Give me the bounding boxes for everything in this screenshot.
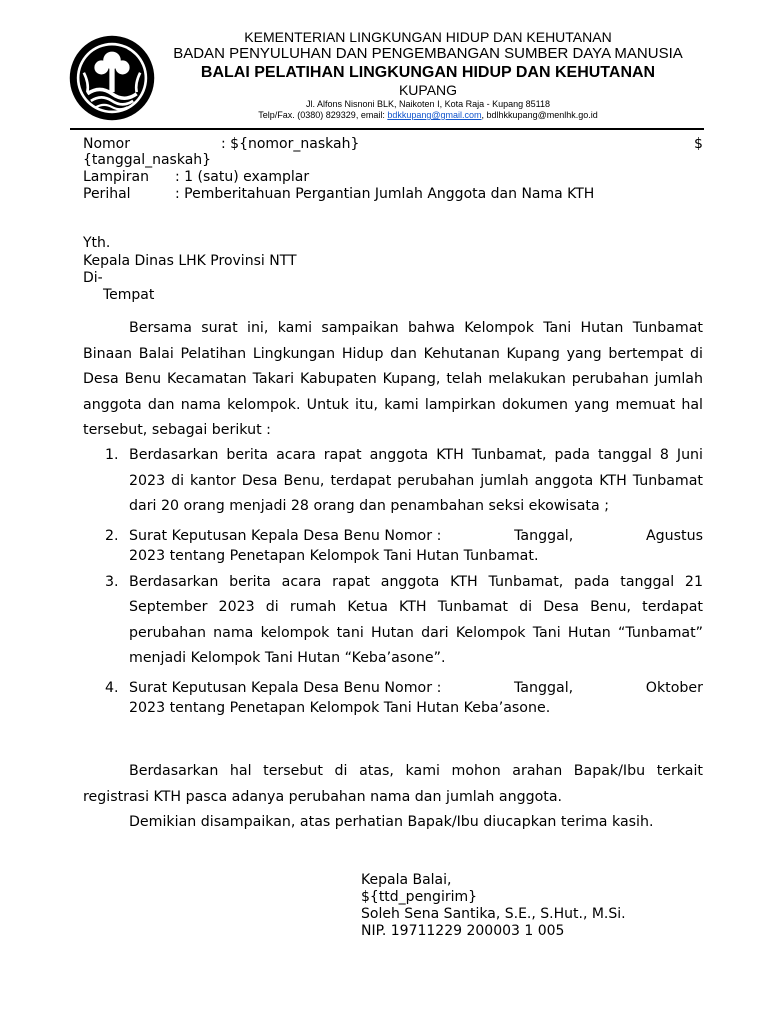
email-link-gmail[interactable]: bdkkupang@gmail.com bbox=[387, 110, 482, 120]
list-item-second-line: 2023 tentang Penetapan Kelompok Tani Hutan Tunbamat. bbox=[129, 547, 539, 564]
perihal-value: : Pemberitahuan Pergantian Jumlah Anggota dan Nama KTH bbox=[175, 186, 595, 202]
lampiran-label: Lampiran bbox=[83, 169, 150, 185]
list-item bbox=[83, 570, 703, 672]
list-item-text: Berdasarkan berita acara rapat anggota KTH Tunbamat, pada tanggal 21 September 2023 di rumah Ketua KTH Tunbamat di Desa Benu, terdapat perubahan nama kelompok tani Hutan dari Kelompok Tani Hutan “Tunbamat” menjadi Kelompok Tani Hutan “Keba’asone”. bbox=[129, 573, 703, 666]
signatory-name: Soleh Sena Santika, S.E., S.Hut., M.Si. bbox=[361, 906, 626, 922]
letterhead-divider bbox=[70, 128, 704, 130]
decree-number-label: Surat Keputusan Kepala Desa Benu Nomor : bbox=[129, 679, 442, 696]
date-value: {tanggal_naskah} bbox=[83, 152, 212, 168]
recipient-di: Di- bbox=[83, 270, 103, 286]
intro-paragraph: Bersama surat ini, kami sampaikan bahwa Kelompok Tani Hutan Tunbamat Binaan Balai Pelatihan Lingkungan Hidup dan Kehutanan Kupang yang bertempat di Desa Benu Kecamatan Takari Kabupaten Kupang, telah melakukan perubahan jumlah anggota dan nama kelompok. Untuk itu, kami lampirkan dokumen yang memuat hal tersebut, sebagai berikut : bbox=[83, 320, 703, 438]
list-item bbox=[83, 526, 703, 566]
letterhead-city: KUPANG bbox=[398, 82, 458, 98]
recipient-place: Tempat bbox=[103, 287, 155, 303]
list-item-number: 1. bbox=[105, 447, 119, 463]
perihal-label: Perihal bbox=[83, 186, 131, 202]
nomor-label: Nomor bbox=[83, 136, 130, 152]
list-item-number: 2. bbox=[105, 527, 119, 544]
signatory-nip: NIP. 19711229 200003 1 005 bbox=[361, 923, 565, 939]
decree-date-label: Tanggal, bbox=[513, 679, 574, 696]
letterhead-address: Jl. Alfons Nisnoni BLK, Naikoten I, Kota Raja - Kupang 85118 bbox=[306, 99, 550, 109]
email-official: bdlhkkupang@menlhk.go.id bbox=[486, 110, 598, 120]
signature-placeholder: ${ttd_pengirim} bbox=[361, 889, 478, 905]
list-item-second-line: 2023 tentang Penetapan Kelompok Tani Hutan Keba’asone. bbox=[129, 699, 551, 716]
recipient-name: Kepala Dinas LHK Provinsi NTT bbox=[83, 253, 297, 269]
letterhead-contact bbox=[150, 110, 706, 120]
closing-paragraph: Berdasarkan hal tersebut di atas, kami mohon arahan Bapak/Ibu terkait registrasi KTH pasca adanya perubahan nama dan jumlah anggota. bbox=[83, 763, 703, 805]
ministry-logo bbox=[68, 34, 156, 122]
attachment-list bbox=[83, 443, 703, 722]
recipient-yth: Yth. bbox=[83, 235, 111, 251]
letterhead-ministry: KEMENTERIAN LINGKUNGAN HIDUP DAN KEHUTANAN bbox=[244, 29, 612, 45]
list-item-first-line bbox=[129, 526, 703, 546]
decree-month: Agustus bbox=[645, 527, 703, 544]
signature-title: Kepala Balai, bbox=[361, 872, 452, 888]
list-item bbox=[83, 678, 703, 718]
list-item-number: 4. bbox=[105, 679, 119, 696]
date-prefix: $ bbox=[694, 136, 703, 152]
lampiran-value: : 1 (satu) examplar bbox=[175, 169, 310, 185]
decree-month: Oktober bbox=[645, 679, 703, 696]
decree-number-label: Surat Keputusan Kepala Desa Benu Nomor : bbox=[129, 527, 442, 544]
list-item-first-line bbox=[129, 678, 703, 698]
letterhead-institution: BALAI PELATIHAN LINGKUNGAN HIDUP DAN KEHUTANAN bbox=[200, 64, 656, 81]
list-item-number: 3. bbox=[105, 573, 119, 590]
list-item bbox=[83, 443, 703, 520]
decree-date-label: Tanggal, bbox=[514, 527, 574, 544]
contact-prefix: Telp/Fax. (0380) 829329, email: bbox=[258, 110, 388, 120]
thanks-paragraph: Demikian disampaikan, atas perhatian Bapak/Ibu diucapkan terima kasih. bbox=[129, 814, 654, 830]
letterhead-agency: BADAN PENYULUHAN DAN PENGEMBANGAN SUMBER DAYA MANUSIA bbox=[173, 45, 683, 62]
list-item-text: Berdasarkan berita acara rapat anggota KTH Tunbamat, pada tanggal 8 Juni 2023 di kantor Desa Benu, terdapat perubahan jumlah anggota KTH Tunbamat dari 20 orang menjadi 28 orang dan penambahan seksi ekowisata ; bbox=[129, 447, 703, 514]
nomor-value: : ${nomor_naskah} bbox=[221, 136, 360, 152]
contact-separator: , bbox=[481, 110, 487, 120]
